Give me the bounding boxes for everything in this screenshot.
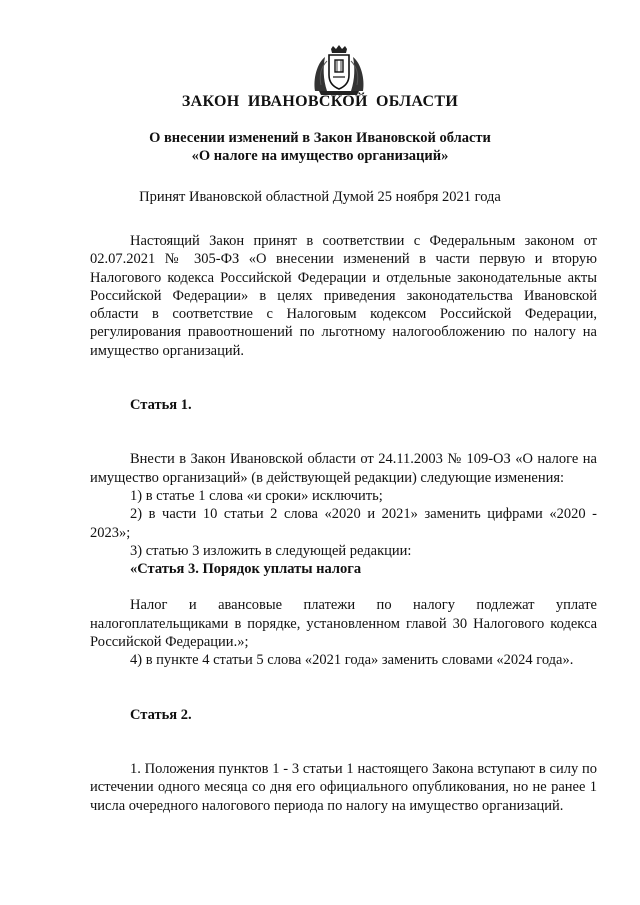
law-subtitle [0,129,640,165]
article-1-item-4: 4) в пункте 4 статьи 5 слова «2021 года» заменить словами «2024 года». [130,652,574,669]
article-2-paragraph-1: 1. Положения пунктов 1 - 3 статьи 1 настоящего Закона вступают в силу по истечении одного месяца со дня его официального опубликования, но не ранее 1 числа очередного налогового периода по налогу на имущество организаций. [90,760,597,814]
quoted-article-3-text: Налог и авансовые платежи по налогу подлежат уплате налогоплательщиками в порядке, установленном главой 30 Налогового кодекса Российской Федерации.»; [90,597,597,651]
quoted-article-3-heading: «Статья 3. Порядок уплаты налога [130,561,362,578]
subtitle-line-2: «О налоге на имущество организаций» [191,148,449,164]
law-body [90,232,597,815]
subtitle-line-1: О внесении изменений в Закон Ивановской области [149,130,491,146]
article-1-intro: Внести в Закон Ивановской области от 24.11.2003 № 109-ОЗ «О налоге на имущество организаций» (в действующей редакции) следующие изменения: [90,451,597,486]
article-1-item-2: 2) в части 10 статьи 2 слова «2020 и 2021» заменить цифрами «2020 - 2023»; [90,506,597,541]
preamble-paragraph: Настоящий Закон принят в соответствии с Федеральным законом от 02.07.2021 № 305-ФЗ «О внесении изменений в части первую и вторую Налогового кодекса Российской Федерации и отдельные законодательные акты Российской Федерации» в целях приведения законодательства Ивановской области в соответствие с Налоговым кодексом Российской Федерации, регулирования правоотношений по льготному налогообложению по налогу на имущество организаций. [90,233,597,359]
article-2-heading: Статья 2. [130,706,192,723]
article-1-item-3: 3) статью 3 изложить в следующей редакции: [130,542,412,559]
article-1-heading: Статья 1. [130,397,192,414]
law-title: ЗАКОН ИВАНОВСКОЙ ОБЛАСТИ [181,93,459,110]
adoption-statement: Принят Ивановской областной Думой 25 ноября 2021 года [139,189,501,205]
article-1-item-1: 1) в статье 1 слова «и сроки» исключить; [130,487,383,504]
coat-of-arms-icon [311,45,367,97]
